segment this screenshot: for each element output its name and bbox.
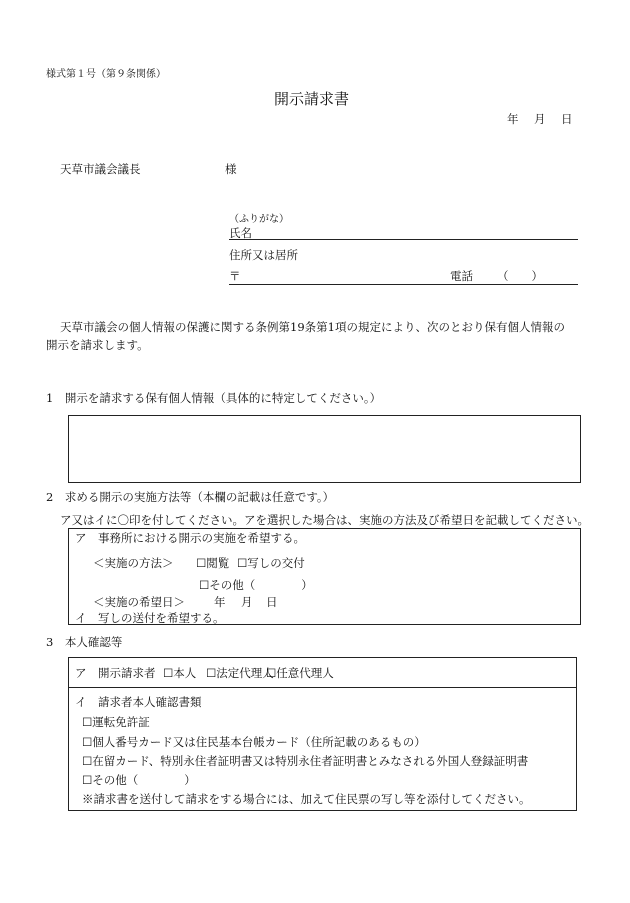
- date-label: ＜実施の希望日＞: [93, 595, 185, 609]
- option-b[interactable]: イ 写しの送付を希望する。: [75, 611, 225, 625]
- section2-instruction: ア又はイに〇印を付してください。アを選択した場合は、実施の方法及び希望日を記載してください。: [60, 513, 589, 527]
- name-field-line[interactable]: [229, 239, 578, 240]
- form-number: 様式第１号（第９条関係）: [46, 69, 166, 80]
- addressee: 天草市議会議長: [60, 162, 141, 176]
- requester-self-checkbox[interactable]: ☐本人: [163, 666, 197, 680]
- option-a[interactable]: ア 事務所における開示の実施を希望する。: [75, 531, 305, 545]
- section2-heading: 2 求める開示の実施方法等（本欄の記載は任意です。）: [46, 490, 335, 504]
- date-month-label: 月: [534, 112, 546, 126]
- doc-license-checkbox[interactable]: ☐運転免許証: [82, 715, 150, 729]
- requester-legal-checkbox[interactable]: ☐法定代理人: [206, 666, 274, 680]
- wish-day-label: 日: [266, 595, 278, 609]
- page-title: 開示請求書: [274, 90, 350, 108]
- date-year-label: 年: [507, 112, 519, 126]
- address-label: 住所又は居所: [229, 248, 298, 262]
- wish-month-label: 月: [241, 595, 253, 609]
- phone-parens: （ ）: [497, 269, 543, 283]
- furigana-label: （ふりがな）: [229, 214, 289, 225]
- doc-other-checkbox[interactable]: ☐その他（ ）: [82, 773, 196, 787]
- name-label: 氏名: [229, 226, 252, 240]
- doc-residence-checkbox[interactable]: ☐在留カード、特別永住者証明書又は特別永住者証明書とみなされる外国人登録証明書: [82, 754, 529, 768]
- date-day-label: 日: [561, 112, 573, 126]
- phone-label: 電話: [450, 269, 473, 283]
- postal-note: ※請求書を送付して請求をする場合には、加えて住民票の写し等を添付してください。: [82, 792, 531, 806]
- doc-mynumber-checkbox[interactable]: ☐個人番号カード又は住民基本台帳カード（住所記載のあるもの）: [82, 735, 426, 749]
- method-copy-checkbox[interactable]: ☐写しの交付: [237, 556, 305, 570]
- honorific: 様: [225, 162, 237, 176]
- section1-heading: 1 開示を請求する保有個人情報（具体的に特定してください。）: [46, 391, 382, 405]
- identity-divider: [68, 687, 577, 688]
- section3-heading: 3 本人確認等: [46, 635, 123, 649]
- intro-line-2: 開示を請求します。: [46, 338, 149, 352]
- method-label: ＜実施の方法＞: [93, 556, 174, 570]
- info-request-box[interactable]: [68, 415, 581, 483]
- requester-voluntary-checkbox[interactable]: ☐任意代理人: [266, 666, 334, 680]
- postal-mark: 〒: [229, 269, 241, 283]
- wish-year-label: 年: [214, 595, 226, 609]
- docs-heading: イ 請求者本人確認書類: [75, 695, 202, 709]
- requester-label: ア 開示請求者: [75, 666, 156, 680]
- address-field-line[interactable]: [229, 284, 578, 285]
- method-other-checkbox[interactable]: ☐その他（ ）: [199, 578, 313, 592]
- method-view-checkbox[interactable]: ☐閲覧: [196, 556, 230, 570]
- intro-line-1: 天草市議会の個人情報の保護に関する条例第19条第1項の規定により、次のとおり保有個人情報の: [60, 320, 565, 334]
